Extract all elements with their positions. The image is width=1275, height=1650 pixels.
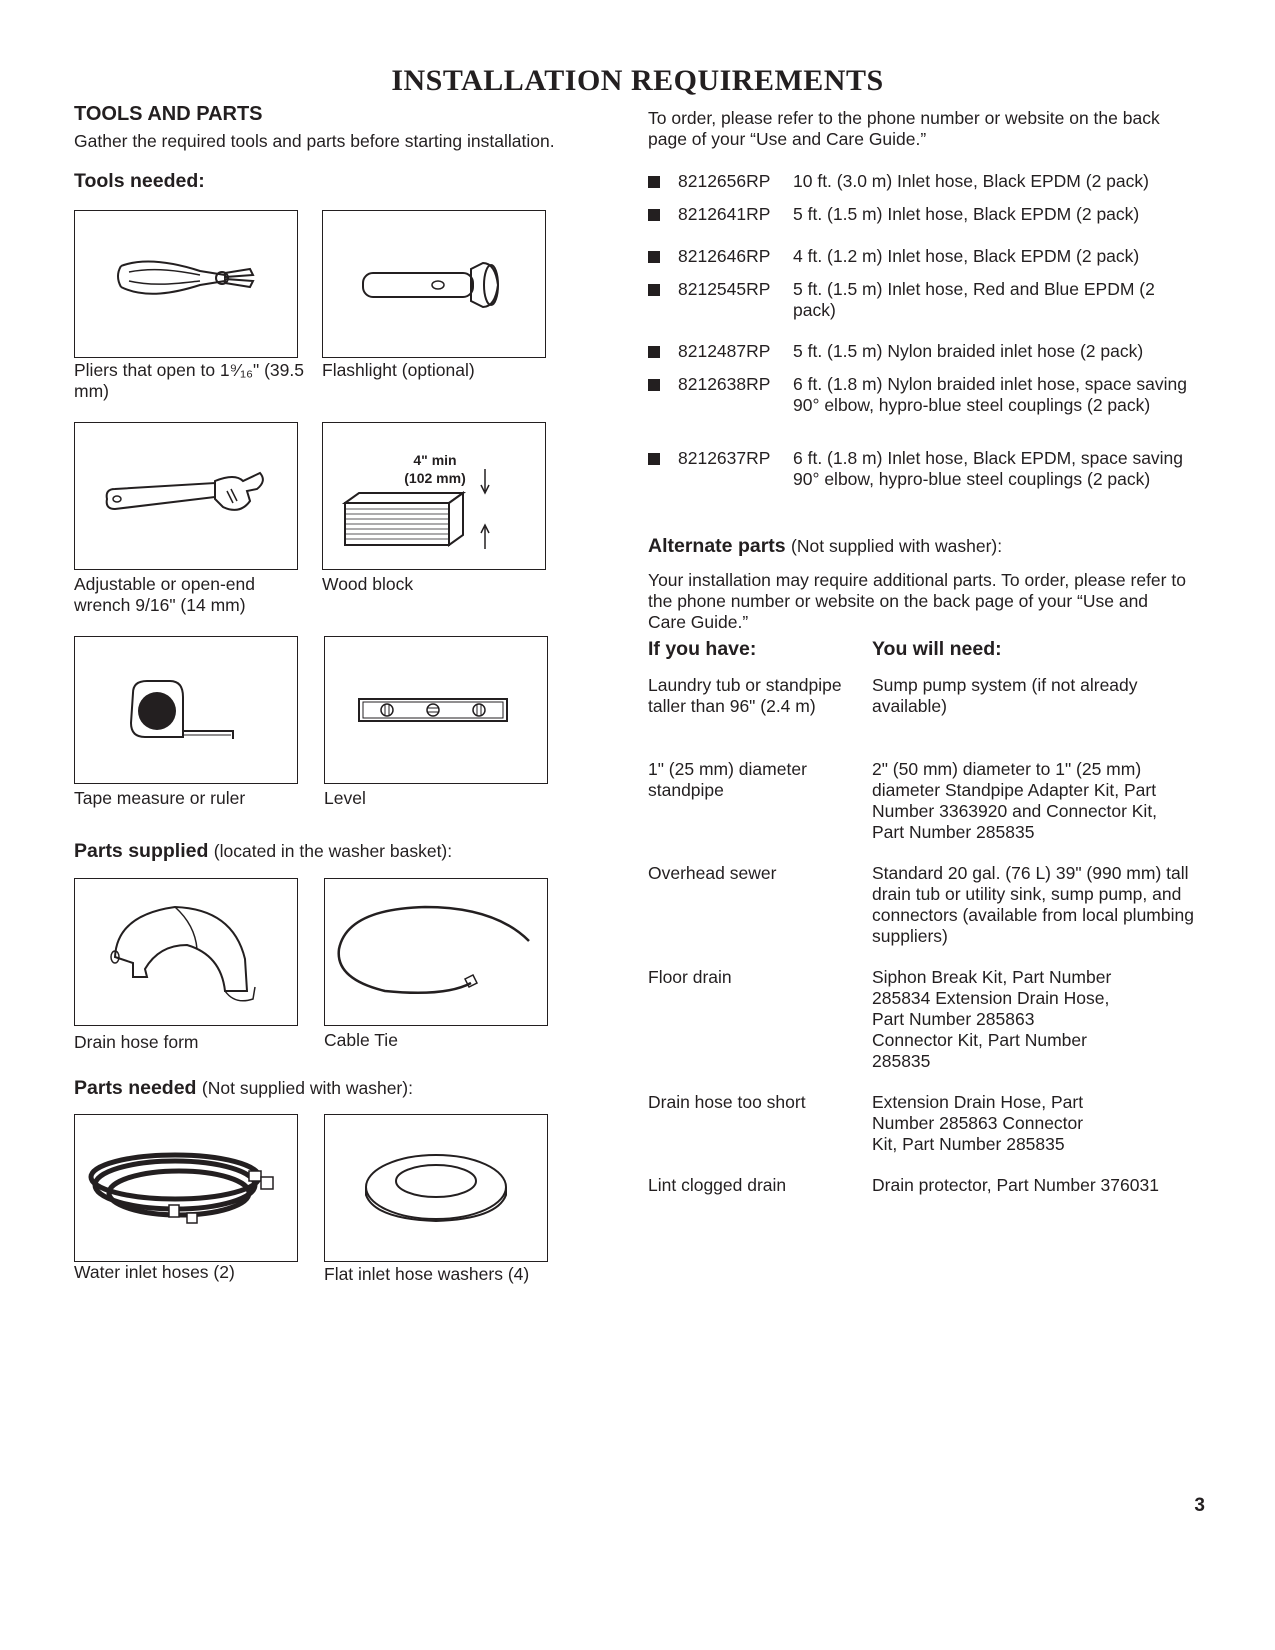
- drain-hose-form-icon: [75, 879, 297, 1025]
- wood-block-figure: [322, 422, 546, 570]
- need-cell: Sump pump system (if not already available): [872, 675, 1138, 716]
- flashlight-figure: [322, 210, 546, 358]
- tape-measure-figure: [74, 636, 298, 784]
- have-cell: 1" (25 mm) diameter standpipe: [648, 759, 807, 800]
- wrench-icon: [75, 423, 297, 569]
- bullet-square-icon: [648, 251, 660, 263]
- part-number: 8212545RP: [678, 279, 771, 299]
- alternate-parts-note: (Not supplied with washer):: [791, 536, 1003, 556]
- have-cell: Lint clogged drain: [648, 1175, 787, 1195]
- have-cell: Floor drain: [648, 967, 732, 987]
- pliers-icon: [75, 211, 297, 357]
- level-figure: [324, 636, 548, 784]
- need-cell: 2" (50 mm) diameter to 1" (25 mm) diameter Standpipe Adapter Kit, Part Number 3363920 and Connector Kit, Part Number 285835: [872, 759, 1158, 842]
- alternate-parts-intro: Your installation may require additional parts. To order, please refer to the phone number or website on the back page of your “Use and Care Guide.”: [648, 570, 1186, 632]
- part-description: 5 ft. (1.5 m) Inlet hose, Red and Blue EPDM (2 pack): [793, 279, 1155, 320]
- parts-supplied-title: Parts supplied: [74, 840, 209, 862]
- wrench-figure: [74, 422, 298, 570]
- cable-tie-icon: [325, 879, 547, 1025]
- col-header-need: You will need:: [872, 638, 1002, 660]
- part-number: 8212646RP: [678, 246, 771, 266]
- pliers-figure: [74, 210, 298, 358]
- tools-parts-heading: TOOLS AND PARTS: [74, 103, 263, 125]
- flashlight-caption: Flashlight (optional): [322, 360, 475, 380]
- inlet-hoses-figure: [74, 1114, 298, 1262]
- bullet-square-icon: [648, 176, 660, 188]
- bullet-square-icon: [648, 453, 660, 465]
- alternate-parts-heading: [648, 535, 1002, 558]
- part-description: 4 ft. (1.2 m) Inlet hose, Black EPDM (2 pack): [793, 246, 1140, 266]
- hose-washer-icon: [325, 1115, 547, 1261]
- parts-needed-heading: [74, 1077, 413, 1100]
- bullet-square-icon: [648, 379, 660, 391]
- have-cell: Laundry tub or standpipe taller than 96" (2.4 m): [648, 675, 842, 716]
- flashlight-icon: [323, 211, 545, 357]
- wrench-caption: Adjustable or open-end wrench 9/16" (14 mm): [74, 574, 255, 615]
- wood-block-icon: [323, 423, 545, 569]
- part-description: 5 ft. (1.5 m) Inlet hose, Black EPDM (2 pack): [793, 204, 1140, 224]
- cable-tie-caption: Cable Tie: [324, 1030, 398, 1050]
- level-icon: [325, 637, 547, 783]
- part-description: 10 ft. (3.0 m) Inlet hose, Black EPDM (2 pack): [793, 171, 1149, 191]
- order-intro: To order, please refer to the phone number or website on the back page of your “Use and Care Guide.”: [648, 108, 1160, 149]
- part-description: 6 ft. (1.8 m) Inlet hose, Black EPDM, space saving 90° elbow, hypro-blue steel couplings (2 pack): [793, 448, 1184, 489]
- need-cell: Siphon Break Kit, Part Number 285834 Extension Drain Hose, Part Number 285863 Connector Kit, Part Number 285835: [872, 967, 1112, 1071]
- page-number: 3: [1194, 1495, 1205, 1516]
- parts-needed-note: (Not supplied with washer):: [201, 1078, 413, 1098]
- bullet-square-icon: [648, 346, 660, 358]
- inlet-hoses-icon: [75, 1115, 297, 1261]
- wood-block-caption: Wood block: [322, 574, 414, 594]
- part-number: 8212637RP: [678, 448, 771, 468]
- have-cell: Overhead sewer: [648, 863, 777, 883]
- wood-block-dim-line2: (102 mm): [404, 470, 466, 486]
- hose-washer-caption: Flat inlet hose washers (4): [324, 1264, 530, 1284]
- part-number: 8212487RP: [678, 341, 771, 361]
- pliers-caption: Pliers that open to 1⁹⁄₁₆" (39.5 mm): [74, 360, 304, 401]
- level-caption: Level: [324, 788, 366, 808]
- part-number: 8212656RP: [678, 171, 771, 191]
- part-number: 8212641RP: [678, 204, 771, 224]
- part-description: 6 ft. (1.8 m) Nylon braided inlet hose, space saving 90° elbow, hypro-blue steel couplings (2 pack): [793, 374, 1187, 415]
- alternate-parts-title: Alternate parts: [648, 535, 786, 557]
- page-title: INSTALLATION REQUIREMENTS: [391, 64, 884, 97]
- inlet-hoses-caption: Water inlet hoses (2): [74, 1262, 235, 1282]
- wood-block-dim-line1: 4" min: [413, 452, 457, 468]
- cable-tie-figure: [324, 878, 548, 1026]
- parts-supplied-heading: [74, 840, 452, 863]
- tape-measure-caption: Tape measure or ruler: [74, 788, 246, 808]
- bullet-square-icon: [648, 209, 660, 221]
- part-description: 5 ft. (1.5 m) Nylon braided inlet hose (2 pack): [793, 341, 1144, 361]
- col-header-have: If you have:: [648, 638, 757, 660]
- have-cell: Drain hose too short: [648, 1092, 806, 1112]
- need-cell: Drain protector, Part Number 376031: [872, 1175, 1159, 1195]
- parts-needed-title: Parts needed: [74, 1077, 197, 1099]
- parts-supplied-note: (located in the washer basket):: [213, 841, 453, 861]
- drain-hose-form-caption: Drain hose form: [74, 1032, 199, 1052]
- need-cell: Standard 20 gal. (76 L) 39" (990 mm) tall drain tub or utility sink, sump pump, and connectors (available from local plumbing suppliers): [872, 863, 1194, 946]
- drain-hose-form-figure: [74, 878, 298, 1026]
- tools-parts-intro: Gather the required tools and parts before starting installation.: [74, 131, 555, 151]
- tape-measure-icon: [75, 637, 297, 783]
- tools-needed-heading: Tools needed:: [74, 170, 205, 192]
- need-cell: Extension Drain Hose, Part Number 285863 Connector Kit, Part Number 285835: [872, 1092, 1084, 1154]
- hose-washer-figure: [324, 1114, 548, 1262]
- bullet-square-icon: [648, 284, 660, 296]
- part-number: 8212638RP: [678, 374, 771, 394]
